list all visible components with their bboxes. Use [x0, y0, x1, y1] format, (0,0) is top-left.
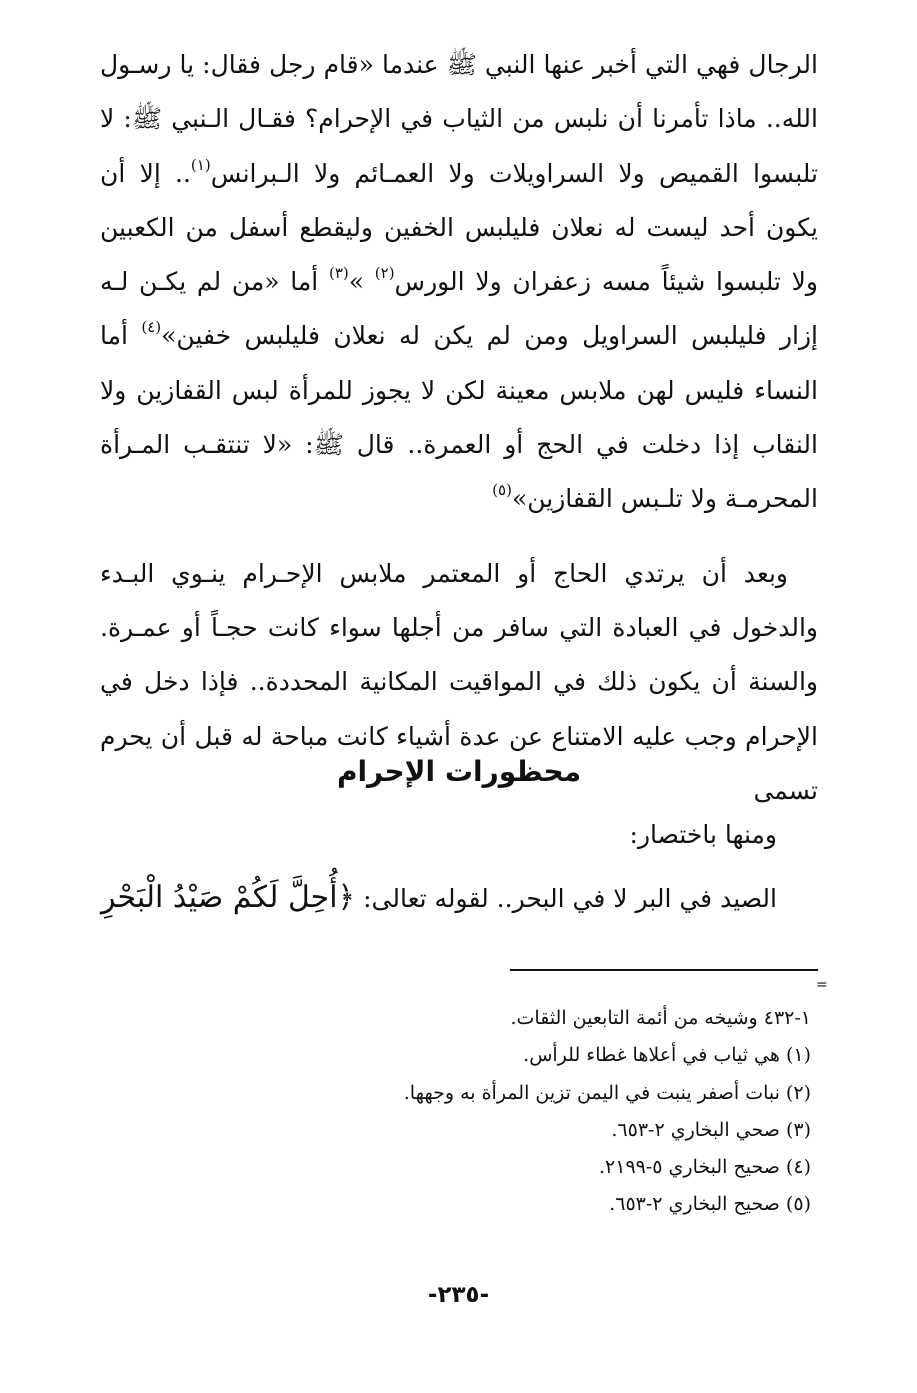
- paragraph-text: الرجال فهي التي أخبر عنها النبي ﷺ عندما «قام رجل فقال: يا رسـول الله.. ماذا تأمرنا أن نلبس من الثياب في الإحرام؟ فقـال الـنبي ﷺ: لا تلبسوا القميص ولا السراويلات ولا العمـائم ولا الـبرانس: [100, 50, 818, 188]
- footnote-2: (٢) نبات أصفر ينبت في اليمن تزين المرأة به وجهها.: [403, 1081, 811, 1104]
- footnote-separator: [510, 969, 818, 971]
- section-heading: محظورات الإحرام: [336, 755, 582, 788]
- footnote-3: (٣) صحي البخاري ٢-٦٥٣.: [611, 1118, 811, 1141]
- paragraph-intention: وبعد أن يرتدي الحاج أو المعتمر ملابس الإحـرام ينـوي البـدء والدخول في العبادة التي سافر من أجلها سواء كانت حجـاً أو عمـرة. والسنة أن يكون ذلك في المواقيت المكانية المحددة.. فإذا دخل في الإحرام وجب عليه الامتناع عن عدة أشياء كانت مباحة له قبل أن يحرم تسمى: [100, 558, 818, 805]
- footnote-1: (١) هي ثياب في أعلاها غطاء للرأس.: [523, 1044, 811, 1067]
- paragraph-text: »: [348, 267, 375, 297]
- paragraph-text: أما النساء فليس لهن ملابس معينة لكن لا يجوز للمرأة لبس القفازين ولا النقاب إذا دخلت في الحج أو العمرة.. قال ﷺ: «لا تنتقـب المـرأة المحرمـة ولا تلـبس القفازين»: [100, 321, 818, 514]
- footnote-ref-4: (٤): [141, 318, 162, 337]
- paragraph-text: أما «من لم يكـن لـه إزار فليلبس السراويل ومن لم يكن له نعلان فليلبس خفين»: [100, 267, 818, 351]
- page-number: -٢٣٥-: [427, 1282, 490, 1308]
- paragraph-ihram-clothing: [100, 38, 818, 527]
- hunting-rule-line: [100, 880, 777, 915]
- footnote-ref-3: (٣): [328, 264, 349, 283]
- footnote-ref-1: (١): [190, 155, 211, 174]
- rule-text: الصيد في البر لا في البحر.. لقوله تعالى:: [355, 884, 777, 913]
- quran-verse: ﴿أُحِلَّ لَكُمْ صَيْدُ الْبَحْرِ: [100, 880, 356, 915]
- footnote-continuation-mark: =: [816, 977, 828, 993]
- footnote-ref-5: (٥): [492, 481, 512, 500]
- footnote-continued: ١-٤٣٢ وشيخه من أئمة التابعين الثقات.: [510, 1007, 811, 1029]
- footnote-5: (٥) صحيح البخاري ٢-٦٥٣.: [609, 1193, 811, 1216]
- intro-line: ومنها باختصار:: [629, 820, 777, 849]
- footnote-ref-2: (٢): [374, 264, 395, 283]
- footnote-4: (٤) صحيح البخاري ٥-٢١٩٩.: [599, 1156, 811, 1179]
- main-text: [100, 38, 818, 818]
- paragraph-text: .. إلا أن يكون أحد ليست له نعلان فليلبس الخفين وليقطع أسفل من الكعبين ولا تلبسوا شيئاً مسه زعفران ولا الورس: [100, 158, 818, 297]
- footnotes: [291, 1000, 811, 1224]
